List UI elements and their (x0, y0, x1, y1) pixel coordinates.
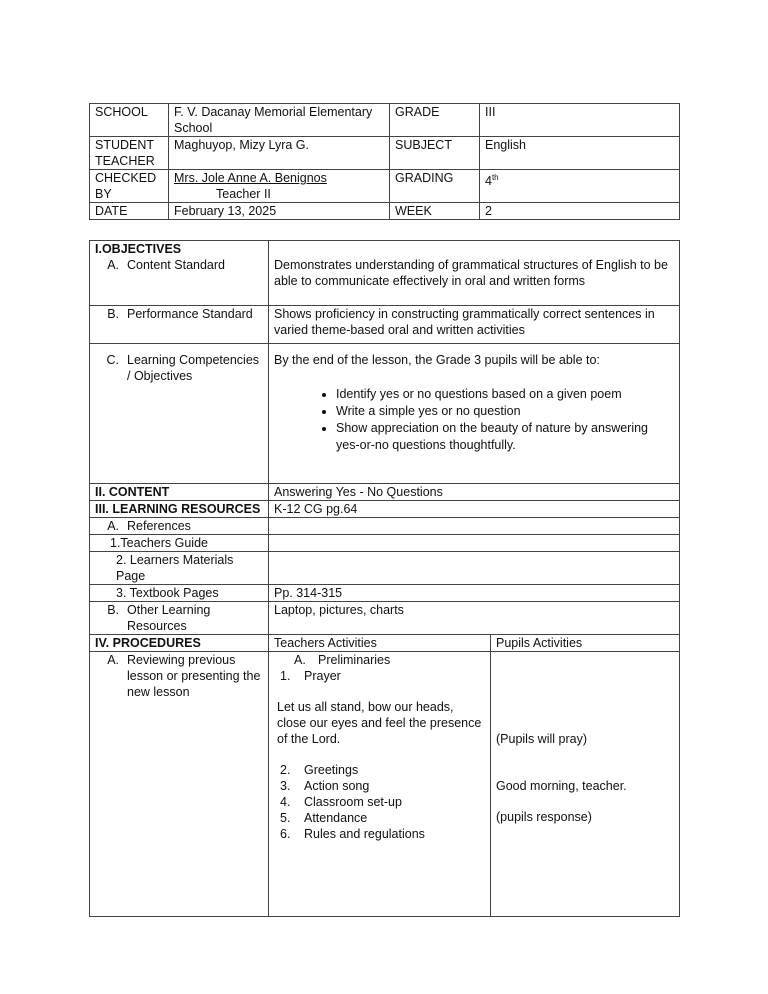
checked-by-label: CHECKED BY (90, 170, 169, 203)
content-standard-label: Content Standard (127, 258, 225, 272)
school-value: F. V. Dacanay Memorial Elementary School (169, 104, 390, 137)
learners-materials-value (269, 552, 680, 585)
grading-label: GRADING (390, 170, 480, 203)
subject-label: SUBJECT (390, 137, 480, 170)
textbook-text: Pp. 314-315 (269, 585, 680, 602)
teachers-guide-value (269, 535, 680, 552)
prayer-marker: 1. (280, 669, 291, 683)
content-standard-text: Demonstrates understanding of grammatical structures of English to be able to communicate effectively in oral and written forms (269, 241, 680, 306)
performance-cell (90, 306, 269, 344)
grading-suffix: th (491, 173, 499, 182)
info-row-date (90, 203, 680, 220)
prelim-label: Preliminaries (318, 653, 391, 667)
step-attendance: Attendance (304, 811, 368, 825)
content-row (90, 484, 680, 501)
performance-row (90, 306, 680, 344)
competencies-label: Learning Competencies / Objectives (127, 353, 260, 383)
performance-text: Shows proficiency in constructing grammatically correct sentences in varied theme-based oral and written activities (269, 306, 680, 344)
school-label: SCHOOL (90, 104, 169, 137)
student-teacher-value: Maghuyop, Mizy Lyra G. (169, 137, 390, 170)
reviewing-label: Reviewing previous lesson or presenting the new lesson (127, 653, 261, 699)
other-resources-text: Laptop, pictures, charts (269, 602, 680, 635)
pupils-activities-cell (491, 652, 680, 917)
content-standard-marker: A. (107, 258, 119, 272)
procedures-row (90, 635, 680, 652)
grading-value: 4 (485, 174, 492, 189)
info-row-school (90, 104, 680, 137)
teachers-activities-cell (269, 652, 491, 917)
other-resources-cell (90, 602, 269, 635)
performance-marker: B. (107, 307, 119, 321)
other-resources-marker: B. (107, 603, 119, 617)
pupils-response: (pupils response) (496, 810, 592, 824)
step-number: 4. (280, 795, 291, 809)
teachers-activities-header: Teachers Activities (269, 635, 491, 652)
learners-materials-row (90, 552, 680, 585)
step-classroom-setup: Classroom set-up (304, 795, 402, 809)
prayer-text: Let us all stand, bow our heads, close our eyes and feel the presence of the Lord. (277, 700, 482, 746)
references-label: References (127, 519, 191, 533)
step-action-song: Action song (304, 779, 370, 793)
grade-label: GRADE (390, 104, 480, 137)
competencies-intro: By the end of the lesson, the Grade 3 pupils will be able to: (274, 353, 600, 367)
info-row-student (90, 137, 680, 170)
pupils-pray: (Pupils will pray) (496, 732, 587, 746)
teachers-guide-label: 1.Teachers Guide (90, 535, 269, 552)
date-label: DATE (90, 203, 169, 220)
checked-by-title: Teacher II (216, 187, 271, 201)
competencies-marker: C. (106, 353, 119, 367)
resources-label: III. LEARNING RESOURCES (90, 501, 269, 518)
resources-row (90, 501, 680, 518)
week-value: 2 (480, 203, 680, 220)
date-value: February 13, 2025 (169, 203, 390, 220)
grading-cell (480, 170, 680, 203)
checked-by-cell (169, 170, 390, 203)
objectives-cell (90, 241, 269, 306)
subject-value: English (480, 137, 680, 170)
references-marker: A. (107, 519, 119, 533)
objectives-heading: I.OBJECTIVES (95, 242, 182, 256)
references-cell (90, 518, 269, 535)
objectives-row (90, 241, 680, 306)
reviewing-cell (90, 652, 269, 917)
info-table (89, 103, 680, 220)
learners-materials-label: 2. Learners Materials Page (90, 552, 269, 585)
step-number: 2. (280, 763, 291, 777)
pupils-greet: Good morning, teacher. (496, 779, 627, 793)
teachers-guide-row (90, 535, 680, 552)
pupils-activities-header: Pupils Activities (491, 635, 680, 652)
competencies-cell (90, 344, 269, 484)
performance-label: Performance Standard (127, 307, 253, 321)
references-row (90, 518, 680, 535)
objective-item: • Show appreciation on the beauty of nature by answering yes-or-no questions thoughtfully. (336, 420, 674, 454)
other-resources-row (90, 602, 680, 635)
lesson-plan-table (89, 240, 680, 917)
student-teacher-label: STUDENT TEACHER (90, 137, 169, 170)
textbook-label: 3. Textbook Pages (90, 585, 269, 602)
step-number: 3. (280, 779, 291, 793)
checked-by-name: Mrs. Jole Anne A. Benignos (174, 171, 327, 185)
textbook-row (90, 585, 680, 602)
prelim-marker: A. (294, 653, 306, 667)
references-value (269, 518, 680, 535)
grade-value: III (480, 104, 680, 137)
objective-item: • Identify yes or no questions based on a given poem (336, 386, 674, 403)
step-rules: Rules and regulations (304, 827, 425, 841)
step-number: 6. (280, 827, 291, 841)
other-resources-label: Other Learning Resources (127, 603, 211, 633)
content-label: II. CONTENT (90, 484, 269, 501)
competencies-content (269, 344, 680, 484)
objectives-list (274, 386, 674, 454)
reviewing-marker: A. (107, 653, 119, 667)
info-row-checked (90, 170, 680, 203)
prayer-label: Prayer (304, 669, 341, 683)
step-greetings: Greetings (304, 763, 359, 777)
reviewing-row (90, 652, 680, 917)
procedures-label: IV. PROCEDURES (90, 635, 269, 652)
step-number: 5. (280, 811, 291, 825)
content-text: Answering Yes - No Questions (269, 484, 680, 501)
objective-item: • Write a simple yes or no question (336, 403, 674, 420)
week-label: WEEK (390, 203, 480, 220)
competencies-row (90, 344, 680, 484)
resources-text: K-12 CG pg.64 (269, 501, 680, 518)
